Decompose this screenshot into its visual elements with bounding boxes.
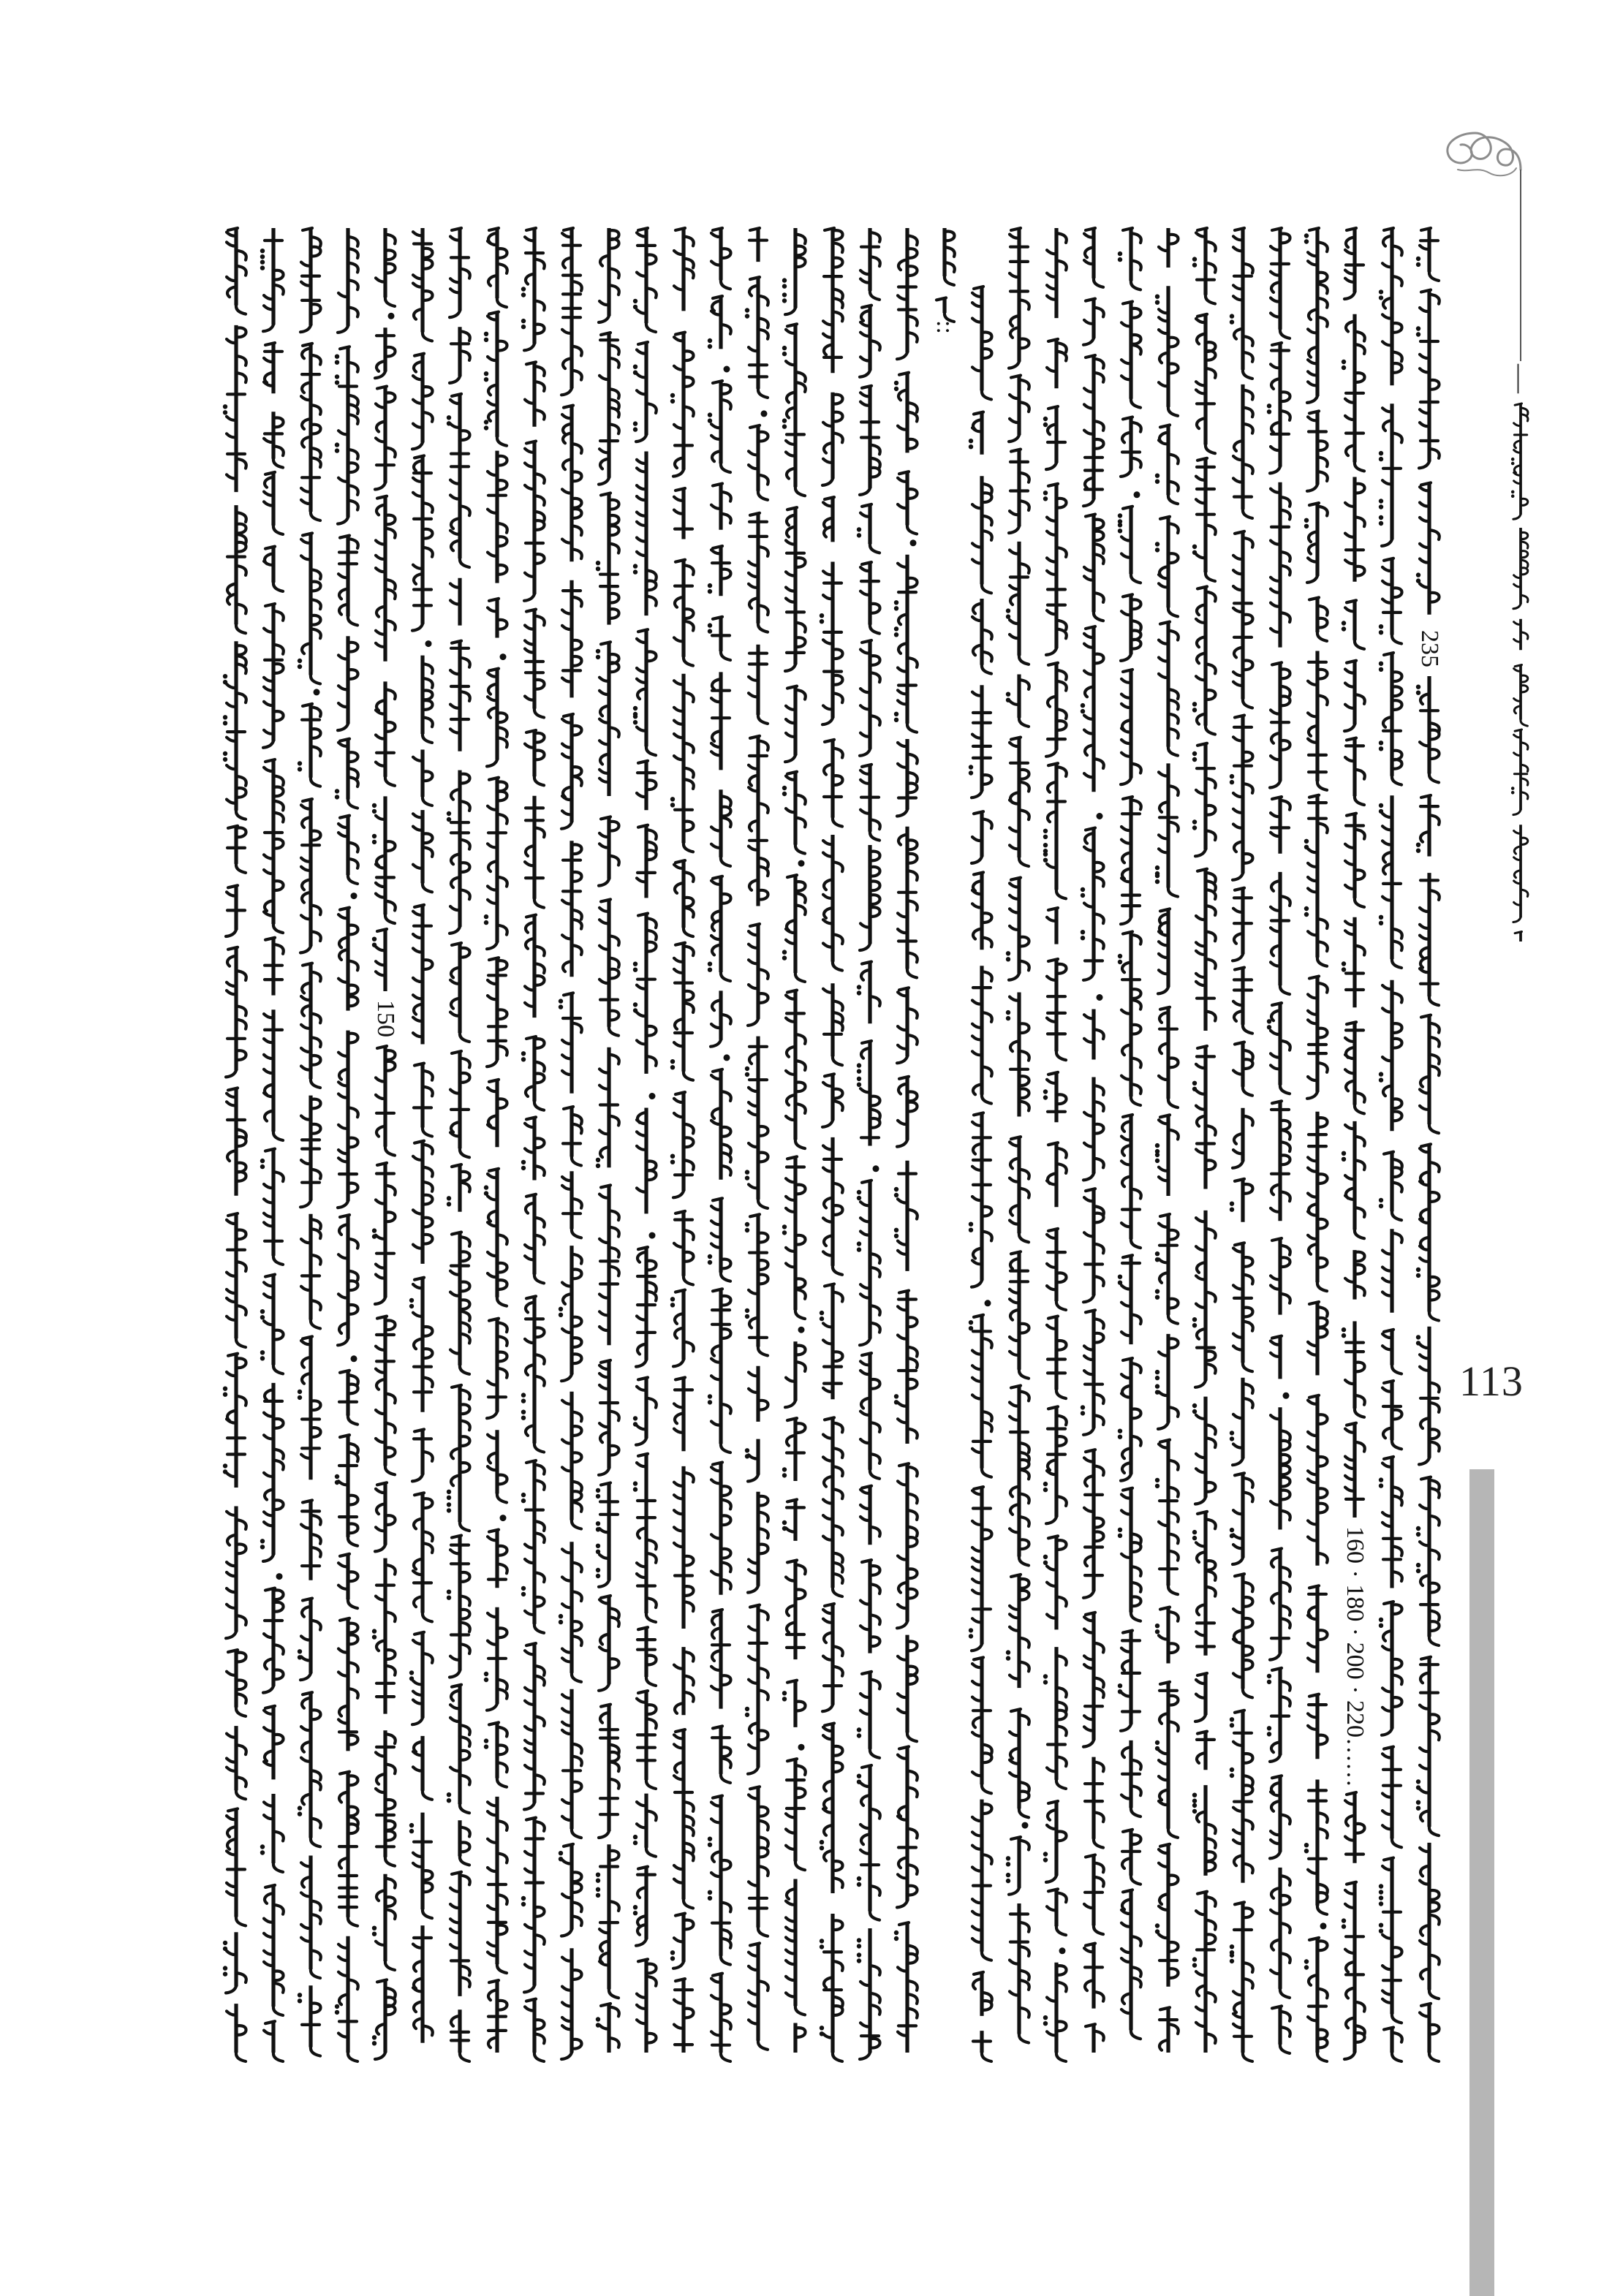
body-text-column: [1379, 228, 1402, 2061]
inline-figure-150: 150: [372, 1000, 399, 1037]
script-diacritic-dots: [260, 249, 283, 1855]
body-text-column: [596, 228, 619, 2053]
running-header-dash: —: [1505, 364, 1537, 393]
body-text-column: [782, 228, 806, 2053]
body-text-column: [1006, 228, 1029, 2043]
body-text-column: [559, 228, 582, 2059]
running-header-text-column: [1511, 403, 1528, 941]
body-text-column: [1267, 228, 1290, 2053]
body-text-column: [521, 228, 545, 2061]
body-text-column: [633, 228, 657, 2053]
script-diacritic-dots: [1304, 233, 1327, 1969]
body-text-column: [484, 228, 507, 2053]
body-text-column: [1118, 228, 1141, 2039]
script-diacritic-dots: [1416, 257, 1420, 1811]
body-text-column: [1416, 228, 1439, 2061]
body-text-column: [857, 228, 880, 2059]
body-text-column: [670, 228, 694, 2053]
page-edge-tab: [1469, 1469, 1494, 2296]
inline-figure-235: 235: [1416, 630, 1443, 667]
body-text-column: [447, 228, 470, 2061]
script-glyph-strokes: [1046, 233, 1067, 2061]
script-diacritic-dots: [1155, 295, 1159, 1934]
script-diacritic-dots: [670, 393, 675, 1961]
script-diacritic-dots: [1511, 458, 1515, 795]
body-text-column: [1192, 228, 1216, 2053]
ornament-knot-loops: [1448, 133, 1521, 170]
body-text-column: [1155, 228, 1179, 2053]
body-text-column: [1043, 228, 1067, 2061]
script-diacritic-dots: [857, 527, 879, 1963]
body-text-column: [409, 228, 433, 2043]
body-text-column: [969, 287, 992, 2061]
script-diacritic-dots: [521, 287, 526, 1906]
body-text-column: [260, 228, 284, 2061]
script-diacritic-dots: [1081, 703, 1103, 1416]
body-text-column: [372, 228, 396, 2059]
body-text-column: [298, 228, 321, 2056]
ornament-knot-icon: [1448, 133, 1521, 175]
body-text-column: [745, 228, 768, 2050]
body-text-column: [894, 228, 918, 2053]
body-text-column: [1304, 228, 1328, 2061]
script-diacritic-dots: [223, 404, 227, 1977]
paragraph-end-mark: ::: [931, 320, 958, 334]
body-text-column: [0, 0, 955, 322]
body-text-column: [708, 228, 731, 2061]
body-text-column: [1081, 228, 1104, 2053]
body-text-column: [223, 228, 246, 2061]
page-number: 113: [1459, 1357, 1524, 1405]
body-text-column: [1230, 228, 1253, 2061]
inline-figure-series: 160 · 180 · 200 · 220……: [1342, 1526, 1369, 1787]
body-text-column: [335, 228, 358, 2061]
body-text-column: [820, 228, 843, 2061]
ornament-knot-underline: [1458, 168, 1516, 175]
script-diacritic-dots: [1043, 417, 1066, 2026]
